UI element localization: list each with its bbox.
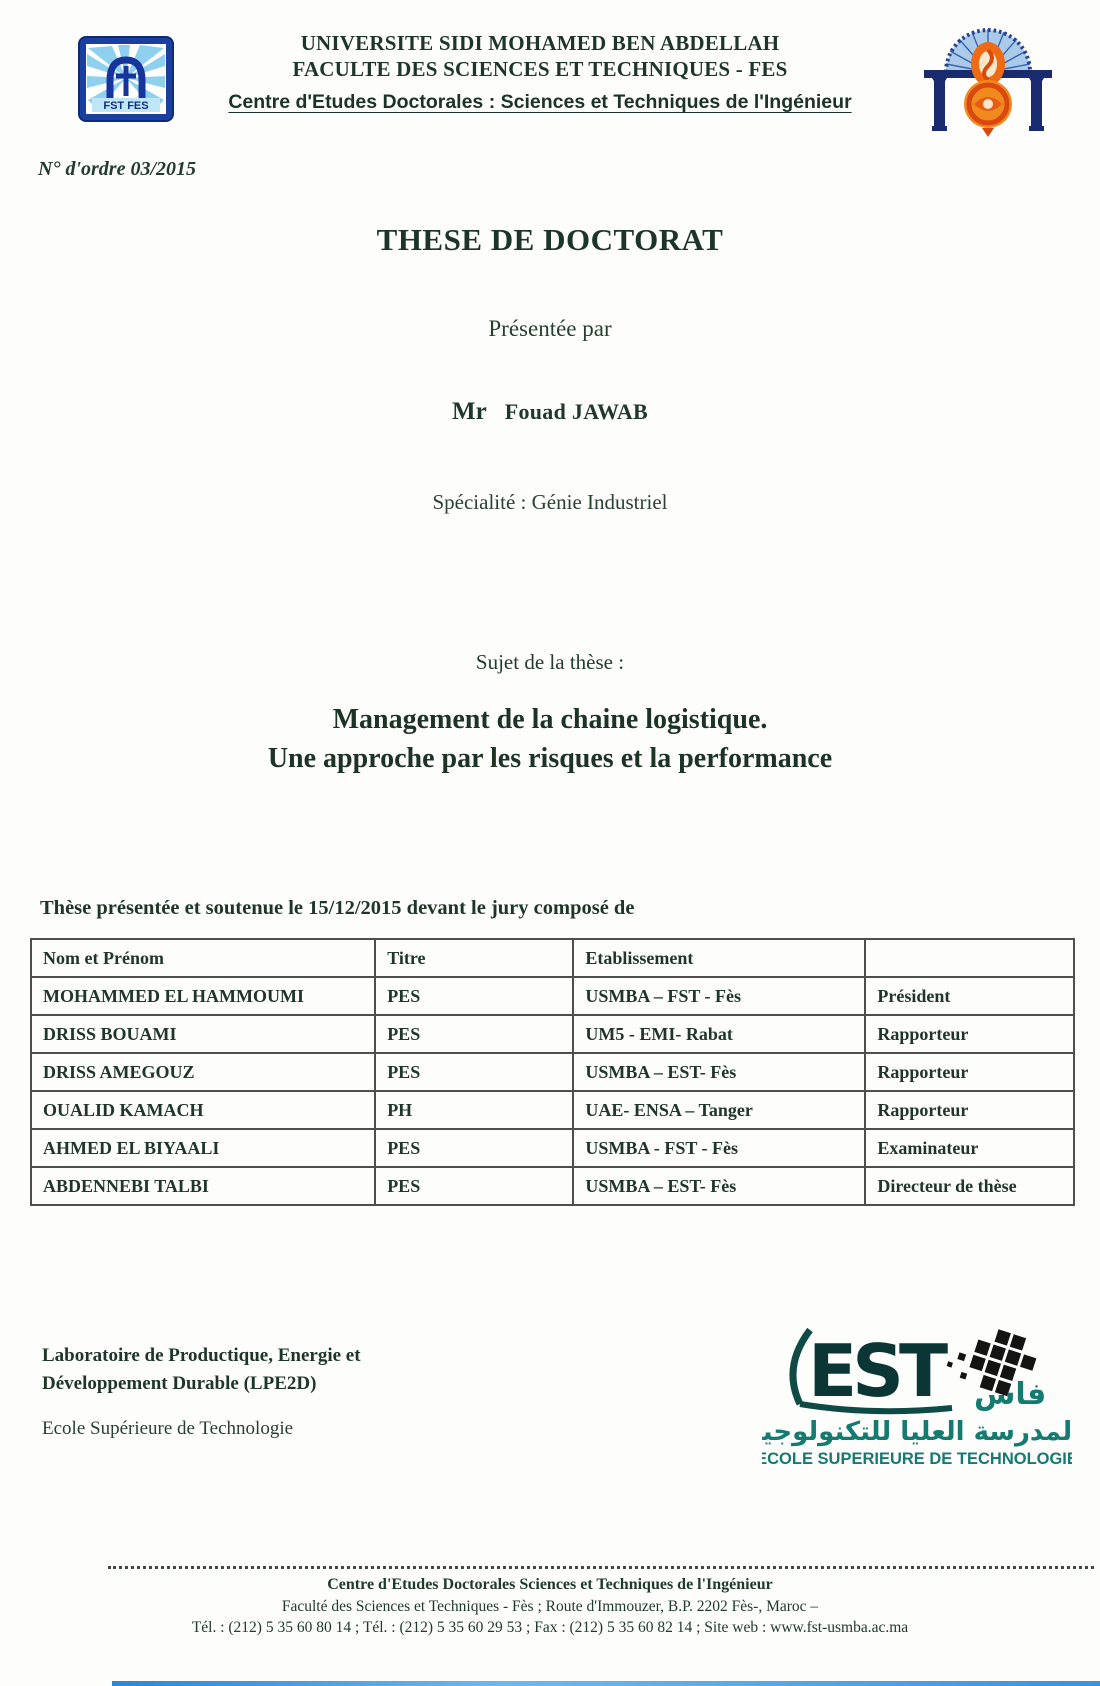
jury-member-title: PES <box>375 1167 573 1205</box>
table-row <box>31 1129 1074 1167</box>
jury-member-institution: USMBA - FST - Fès <box>573 1129 865 1167</box>
jury-member-institution: UM5 - EMI- Rabat <box>573 1015 865 1053</box>
bottom-blue-strip <box>112 1681 1100 1686</box>
jury-member-title: PES <box>375 1053 573 1091</box>
table-row <box>31 1015 1074 1053</box>
jury-member-institution: USMBA – EST- Fès <box>573 1053 865 1091</box>
jury-member-role: Rapporteur <box>865 1091 1074 1129</box>
jury-member-role: Examinateur <box>865 1129 1074 1167</box>
footer-address: Faculté des Sciences et Techniques - Fès ; Route d'Immouzer, B.P. 2202 Fès-, Maroc – <box>281 1598 819 1615</box>
est-acronym: EST <box>808 1329 944 1413</box>
jury-member-title: PES <box>375 977 573 1015</box>
jury-member-name: MOHAMMED EL HAMMOUMI <box>31 977 375 1015</box>
table-row <box>31 1091 1074 1129</box>
subject-label: Sujet de la thèse : <box>475 650 625 674</box>
jury-member-title: PES <box>375 1015 573 1053</box>
est-logo-icon <box>762 1312 1072 1482</box>
jury-table <box>30 938 1075 1206</box>
thesis-title-line2: Une approche par les risques et la performance <box>267 743 833 774</box>
est-arabic-city: فاس <box>974 1377 1047 1412</box>
specialty-line: Spécialité : Génie Industriel <box>432 490 668 514</box>
jury-member-role: Président <box>865 977 1074 1015</box>
footer-contacts: Tél. : (212) 5 35 60 80 14 ; Tél. : (212) 5 35 60 29 53 ; Fax : (212) 5 35 60 82 14 ; Site web : www.fst-usmba.ac.ma <box>191 1619 909 1636</box>
laboratory-line2: Développement Durable (LPE2D) <box>42 1373 317 1394</box>
jury-intro: Thèse présentée et soutenue le 15/12/2015 devant le jury composé de <box>40 897 635 919</box>
footer <box>0 1576 1100 1637</box>
thesis-title-line1: Management de la chaine logistique. <box>332 704 768 735</box>
jury-header-title: Titre <box>375 939 573 977</box>
school-name: Ecole Supérieure de Technologie <box>42 1418 294 1439</box>
table-row <box>31 1053 1074 1091</box>
footer-center-name: Centre d'Etudes Doctorales Sciences et Techniques de l'Ingénieur <box>327 1576 773 1593</box>
jury-header-institution: Etablissement <box>573 939 865 977</box>
footer-divider <box>108 1566 1094 1569</box>
jury-member-role: Directeur de thèse <box>865 1167 1074 1205</box>
faculty-name: FACULTE DES SCIENCES ET TECHNIQUES - FES <box>292 57 788 81</box>
header <box>190 30 890 114</box>
author-prefix: Mr <box>452 398 487 425</box>
laboratory-block <box>42 1342 361 1398</box>
jury-member-name: DRISS BOUAMI <box>31 1015 375 1053</box>
jury-table-header-row <box>31 939 1074 977</box>
jury-header-name: Nom et Prénom <box>31 939 375 977</box>
table-row <box>31 1167 1074 1205</box>
est-latin-name: ECOLE SUPERIEURE DE TECHNOLOGIE <box>762 1450 1072 1468</box>
table-row <box>31 977 1074 1015</box>
thesis-title <box>0 700 1100 778</box>
usmba-gate-icon <box>922 20 1054 140</box>
jury-member-role: Rapporteur <box>865 1015 1074 1053</box>
jury-member-name: ABDENNEBI TALBI <box>31 1167 375 1205</box>
usmba-gate-logo <box>922 20 1054 145</box>
university-name: UNIVERSITE SIDI MOHAMED BEN ABDELLAH <box>300 31 780 55</box>
est-logo <box>762 1312 1072 1487</box>
doctoral-center-name: Centre d'Etudes Doctorales : Sciences et Techniques de l'Ingénieur <box>228 91 852 113</box>
fst-fes-logo-icon <box>78 36 174 122</box>
jury-header-role <box>865 939 1074 977</box>
laboratory-line1: Laboratoire de Productique, Energie et <box>42 1345 361 1366</box>
jury-member-name: OUALID KAMACH <box>31 1091 375 1129</box>
jury-member-title: PES <box>375 1129 573 1167</box>
jury-member-institution: USMBA – FST - Fès <box>573 977 865 1015</box>
presented-by-label: Présentée par <box>488 316 612 341</box>
est-arabic-name: المدرسة العليا للتكنولوجيا <box>762 1417 1072 1447</box>
jury-member-title: PH <box>375 1091 573 1129</box>
jury-member-institution: UAE- ENSA – Tanger <box>573 1091 865 1129</box>
author-name: Fouad JAWAB <box>504 399 648 424</box>
jury-member-name: DRISS AMEGOUZ <box>31 1053 375 1091</box>
jury-member-institution: USMBA – EST- Fès <box>573 1167 865 1205</box>
jury-member-role: Rapporteur <box>865 1053 1074 1091</box>
fst-logo-text: FST FES <box>103 100 149 112</box>
fst-fes-logo <box>78 36 174 127</box>
author-line <box>0 398 1100 426</box>
jury-member-name: AHMED EL BIYAALI <box>31 1129 375 1167</box>
order-number: N° d'ordre 03/2015 <box>38 158 196 180</box>
document-title: THESE DE DOCTORAT <box>376 222 724 257</box>
